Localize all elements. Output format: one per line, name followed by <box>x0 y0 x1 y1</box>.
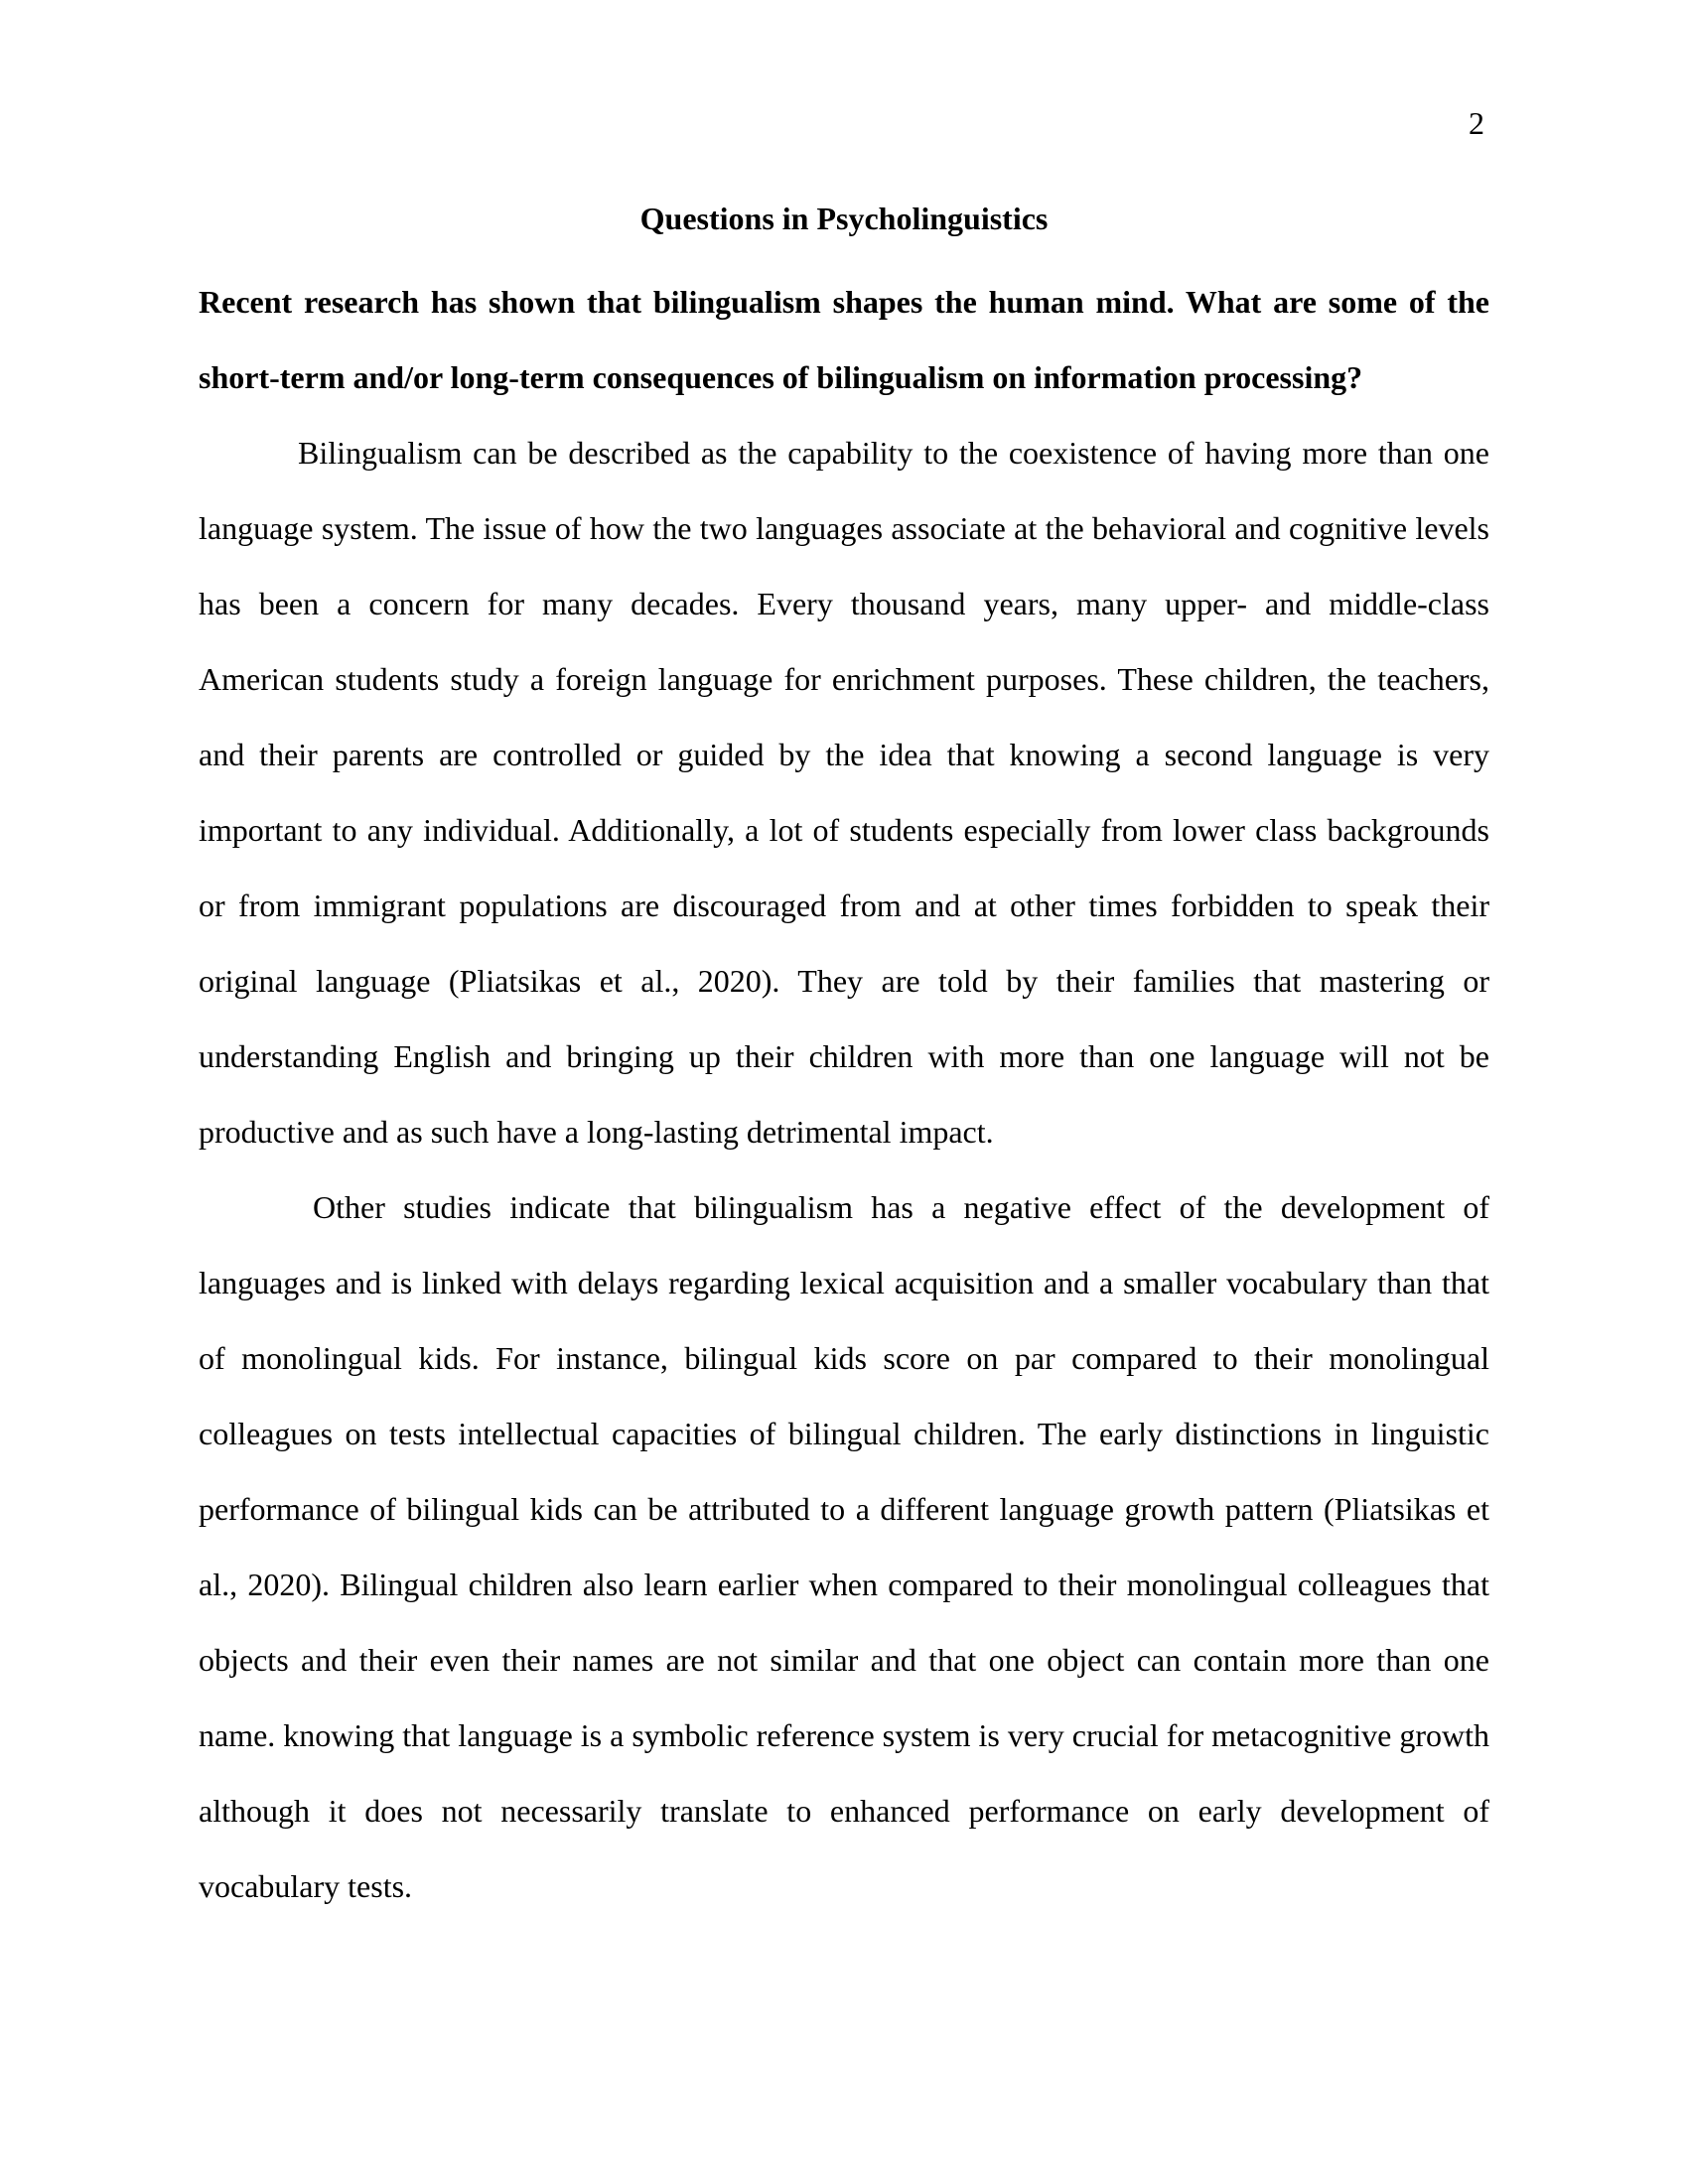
body-paragraph-1: Bilingualism can be described as the capability to the coexistence of having more than one language system. The issue of how the two languages associate at the behavioral and cognitive levels has been a concern for many decades. Every thousand years, many upper- and middle-class American students study a foreign language for enrichment purposes. These children, the teachers, and their parents are controlled or guided by the idea that knowing a second language is very important to any individual. Additionally, a lot of students especially from lower class backgrounds or from immigrant populations are discouraged from and at other times forbidden to speak their original language (Pliatsikas et al., 2020). They are told by their families that mastering or understanding English and bringing up their children with more than one language will not be productive and as such have a long-lasting detrimental impact. <box>199 435 1489 1150</box>
page-number: 2 <box>1469 105 1484 141</box>
document-body <box>199 195 1489 1924</box>
body-paragraph-2: Other studies indicate that bilingualism has a negative effect of the development of languages and is linked with delays regarding lexical acquisition and a smaller vocabulary than that of monolingual kids. For instance, bilingual kids score on par compared to their monolingual colleagues on tests intellectual capacities of bilingual children. The early distinctions in linguistic performance of bilingual kids can be attributed to a different language growth pattern (Pliatsikas et al., 2020). Bilingual children also learn earlier when compared to their monolingual colleagues that objects and their even their names are not similar and that one object can contain more than one name. knowing that language is a symbolic reference system is very crucial for metacognitive growth although it does not necessarily translate to enhanced performance on early development of vocabulary tests. <box>199 1189 1490 1904</box>
document-title: Questions in Psycholinguistics <box>639 201 1049 236</box>
question-heading: Recent research has shown that bilingualism shapes the human mind. What are some of the short-term and/or long-term consequences of bilingualism on information processing? <box>199 284 1489 395</box>
